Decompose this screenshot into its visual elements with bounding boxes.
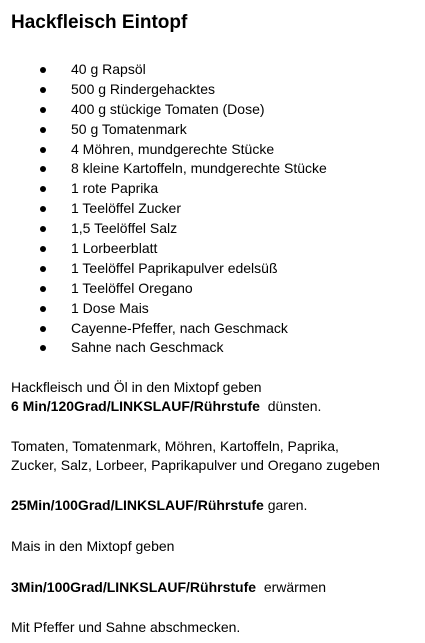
step-3-setting: 25Min/100Grad/LINKSLAUF/Rührstufe: [11, 497, 264, 513]
recipe-title: Hackfleisch Eintopf: [11, 12, 188, 33]
bullet-icon: [40, 67, 46, 73]
bullet-icon: [40, 286, 46, 292]
bullet-icon: [40, 166, 46, 172]
step-5-setting: 3Min/100Grad/LINKSLAUF/Rührstufe: [11, 579, 257, 595]
bullet-icon: [40, 147, 46, 153]
bullet-icon: [40, 306, 46, 312]
ingredient-text: 1 Teelöffel Zucker: [71, 200, 181, 217]
step-3-action: garen.: [267, 497, 308, 513]
bullet-icon: [40, 266, 46, 272]
ingredient-text: 1,5 Teelöffel Salz: [71, 220, 178, 237]
ingredient-text: 1 Teelöffel Oregano: [71, 279, 193, 296]
bullet-icon: [40, 87, 46, 93]
step-1-setting: 6 Min/120Grad/LINKSLAUF/Rührstufe: [11, 398, 260, 414]
ingredient-text: Sahne nach Geschmack: [71, 339, 224, 356]
step-1-action: dünsten.: [267, 398, 322, 414]
ingredient-text: 400 g stückige Tomaten (Dose): [71, 100, 265, 117]
bullet-icon: [40, 226, 46, 232]
ingredient-text: 500 g Rindergehacktes: [71, 80, 215, 97]
step-1-instruction: Hackfleisch und Öl in den Mixtopf geben: [11, 379, 262, 395]
ingredient-text: 40 g Rapsöl: [71, 61, 146, 77]
step-4-instruction: Mais in den Mixtopf geben: [11, 538, 175, 554]
ingredient-text: 4 Möhren, mundgerechte Stücke: [71, 140, 275, 157]
ingredient-text: Cayenne-Pfeffer, nach Geschmack: [71, 319, 288, 336]
step-6-instruction: Mit Pfeffer und Sahne abschmecken.: [11, 619, 241, 635]
bullet-icon: [40, 206, 46, 212]
ingredient-text: 1 Teelöffel Paprikapulver edelsüß: [71, 259, 278, 276]
bullet-icon: [40, 246, 46, 252]
ingredient-text: 8 kleine Kartoffeln, mundgerechte Stücke: [71, 160, 327, 177]
bullet-icon: [40, 345, 46, 351]
step-5-line: [11, 578, 326, 597]
ingredient-text: 1 Lorbeerblatt: [71, 240, 158, 257]
ingredient-text: 1 rote Paprika: [71, 180, 159, 197]
bullet-icon: [40, 186, 46, 192]
step-2-instruction-line-2: Zucker, Salz, Lorbeer, Paprikapulver und Oregano zugeben: [11, 457, 380, 473]
ingredient-text: 50 g Tomatenmark: [71, 120, 187, 137]
step-3-line: [11, 496, 307, 515]
step-1-setting-line: [11, 397, 321, 416]
ingredient-text: 1 Dose Mais: [71, 299, 149, 316]
bullet-icon: [40, 326, 46, 332]
bullet-icon: [40, 127, 46, 133]
step-2-instruction-line-1: Tomaten, Tomatenmark, Möhren, Kartoffeln, Paprika,: [11, 438, 339, 454]
bullet-icon: [40, 107, 46, 113]
step-5-action: erwärmen: [263, 579, 327, 595]
